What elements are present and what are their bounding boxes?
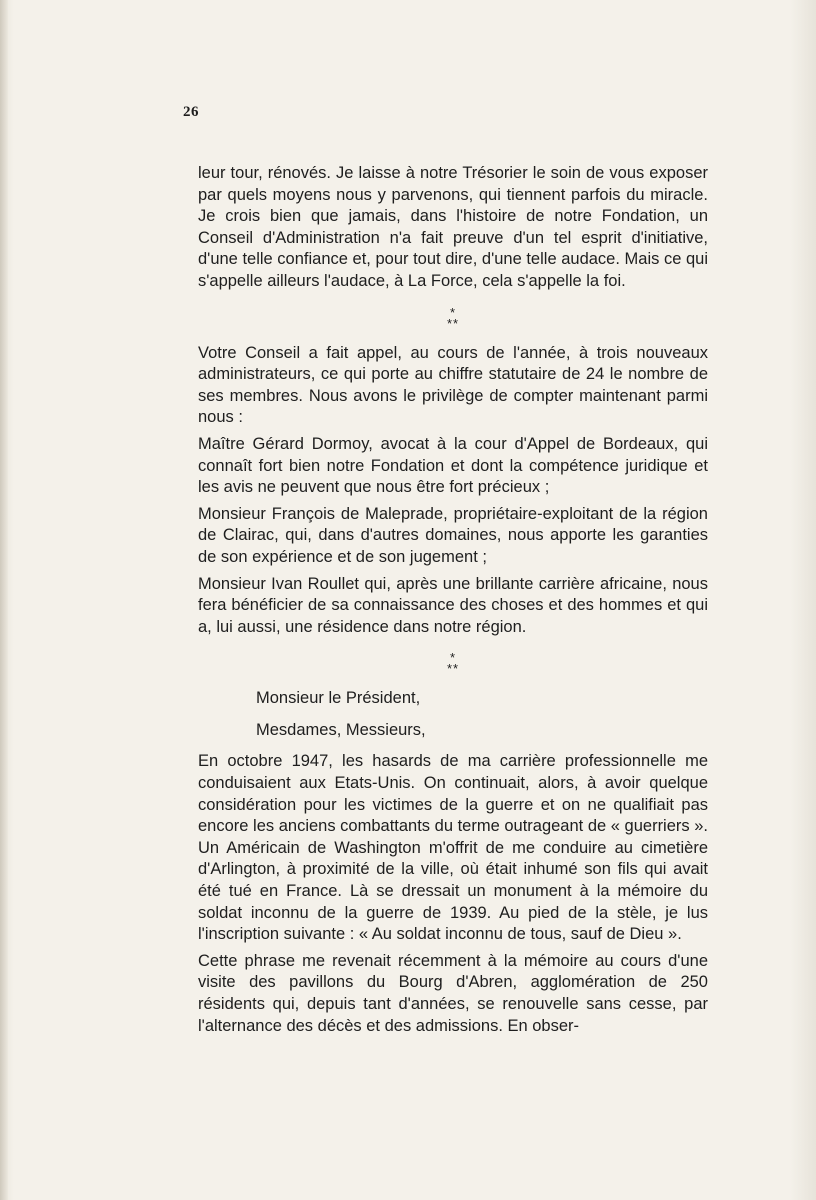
salutation-line: Monsieur le Président,	[256, 689, 421, 708]
paragraph: Votre Conseil a fait appel, au cours de l'année, à trois nouveaux administrateurs, ce qui porte au chiffre statutaire de 24 le nombre de ses membres. Nous avons le privilège de compter maintenant parmi nous :	[198, 343, 708, 427]
separator-star-bottom: **	[446, 315, 460, 331]
separator-star-top: *	[449, 304, 457, 320]
paragraph: Cette phrase me revenait récemment à la mémoire au cours d'une visite des pavillons du Bourg d'Abren, agglomération de 250 résidents qui, depuis tant d'années, se renouvelle sans cesse, par l'alternance des décès et des admissions. En obser-	[198, 951, 708, 1035]
page-number: 26	[183, 104, 199, 120]
salutation-line: Mesdames, Messieurs,	[256, 720, 426, 739]
section-separator	[198, 650, 708, 677]
page-body	[198, 163, 708, 1037]
paragraph: leur tour, rénovés. Je laisse à notre Trésorier le soin de vous exposer par quels moyens nous y parvenons, qui tiennent parfois du miracle. Je crois bien que jamais, dans l'histoire de notre Fondation, un Conseil d'Administration n'a fait preuve d'un tel esprit d'initiative, d'une telle confiance et, pour tout dire, d'une telle audace. Mais ce qui s'appelle ailleurs l'audace, à La Force, cela s'appelle la foi.	[198, 164, 708, 290]
binding-edge	[0, 0, 8, 1200]
paragraph: Monsieur François de Maleprade, propriétaire-exploitant de la région de Clairac, qui, dans d'autres domaines, nous apporte les garanties de son expérience et de son jugement ;	[198, 504, 708, 566]
paragraph: En octobre 1947, les hasards de ma carrière professionnelle me conduisaient aux Etats-Unis. On continuait, alors, à avoir quelque considération pour les victimes de la guerre et on ne qualifiait pas encore les anciens combattants du terme outrageant de « guerriers ». Un Américain de Washington m'offrit de me conduire au cimetière d'Arlington, à proximité de la ville, où était inhumé son fils qui avait été tué en France. Là se dressait un monument à la mémoire du soldat inconnu de la guerre de 1939. Au pied de la stèle, je lus l'inscription suivante : « Au soldat inconnu de tous, sauf de Dieu ».	[198, 752, 708, 944]
paragraph: Maître Gérard Dormoy, avocat à la cour d'Appel de Bordeaux, qui connaît fort bien notre Fondation et dont la compétence juridique et les avis ne peuvent que nous être fort précieux ;	[198, 434, 708, 497]
separator-star-top: *	[449, 650, 457, 666]
paragraph: Monsieur Ivan Roullet qui, après une brillante carrière africaine, nous fera bénéficier de sa connaissance des choses et des hommes et qui a, lui aussi, une résidence dans notre région.	[198, 574, 708, 636]
section-separator	[198, 304, 708, 331]
separator-star-bottom: **	[446, 661, 460, 677]
